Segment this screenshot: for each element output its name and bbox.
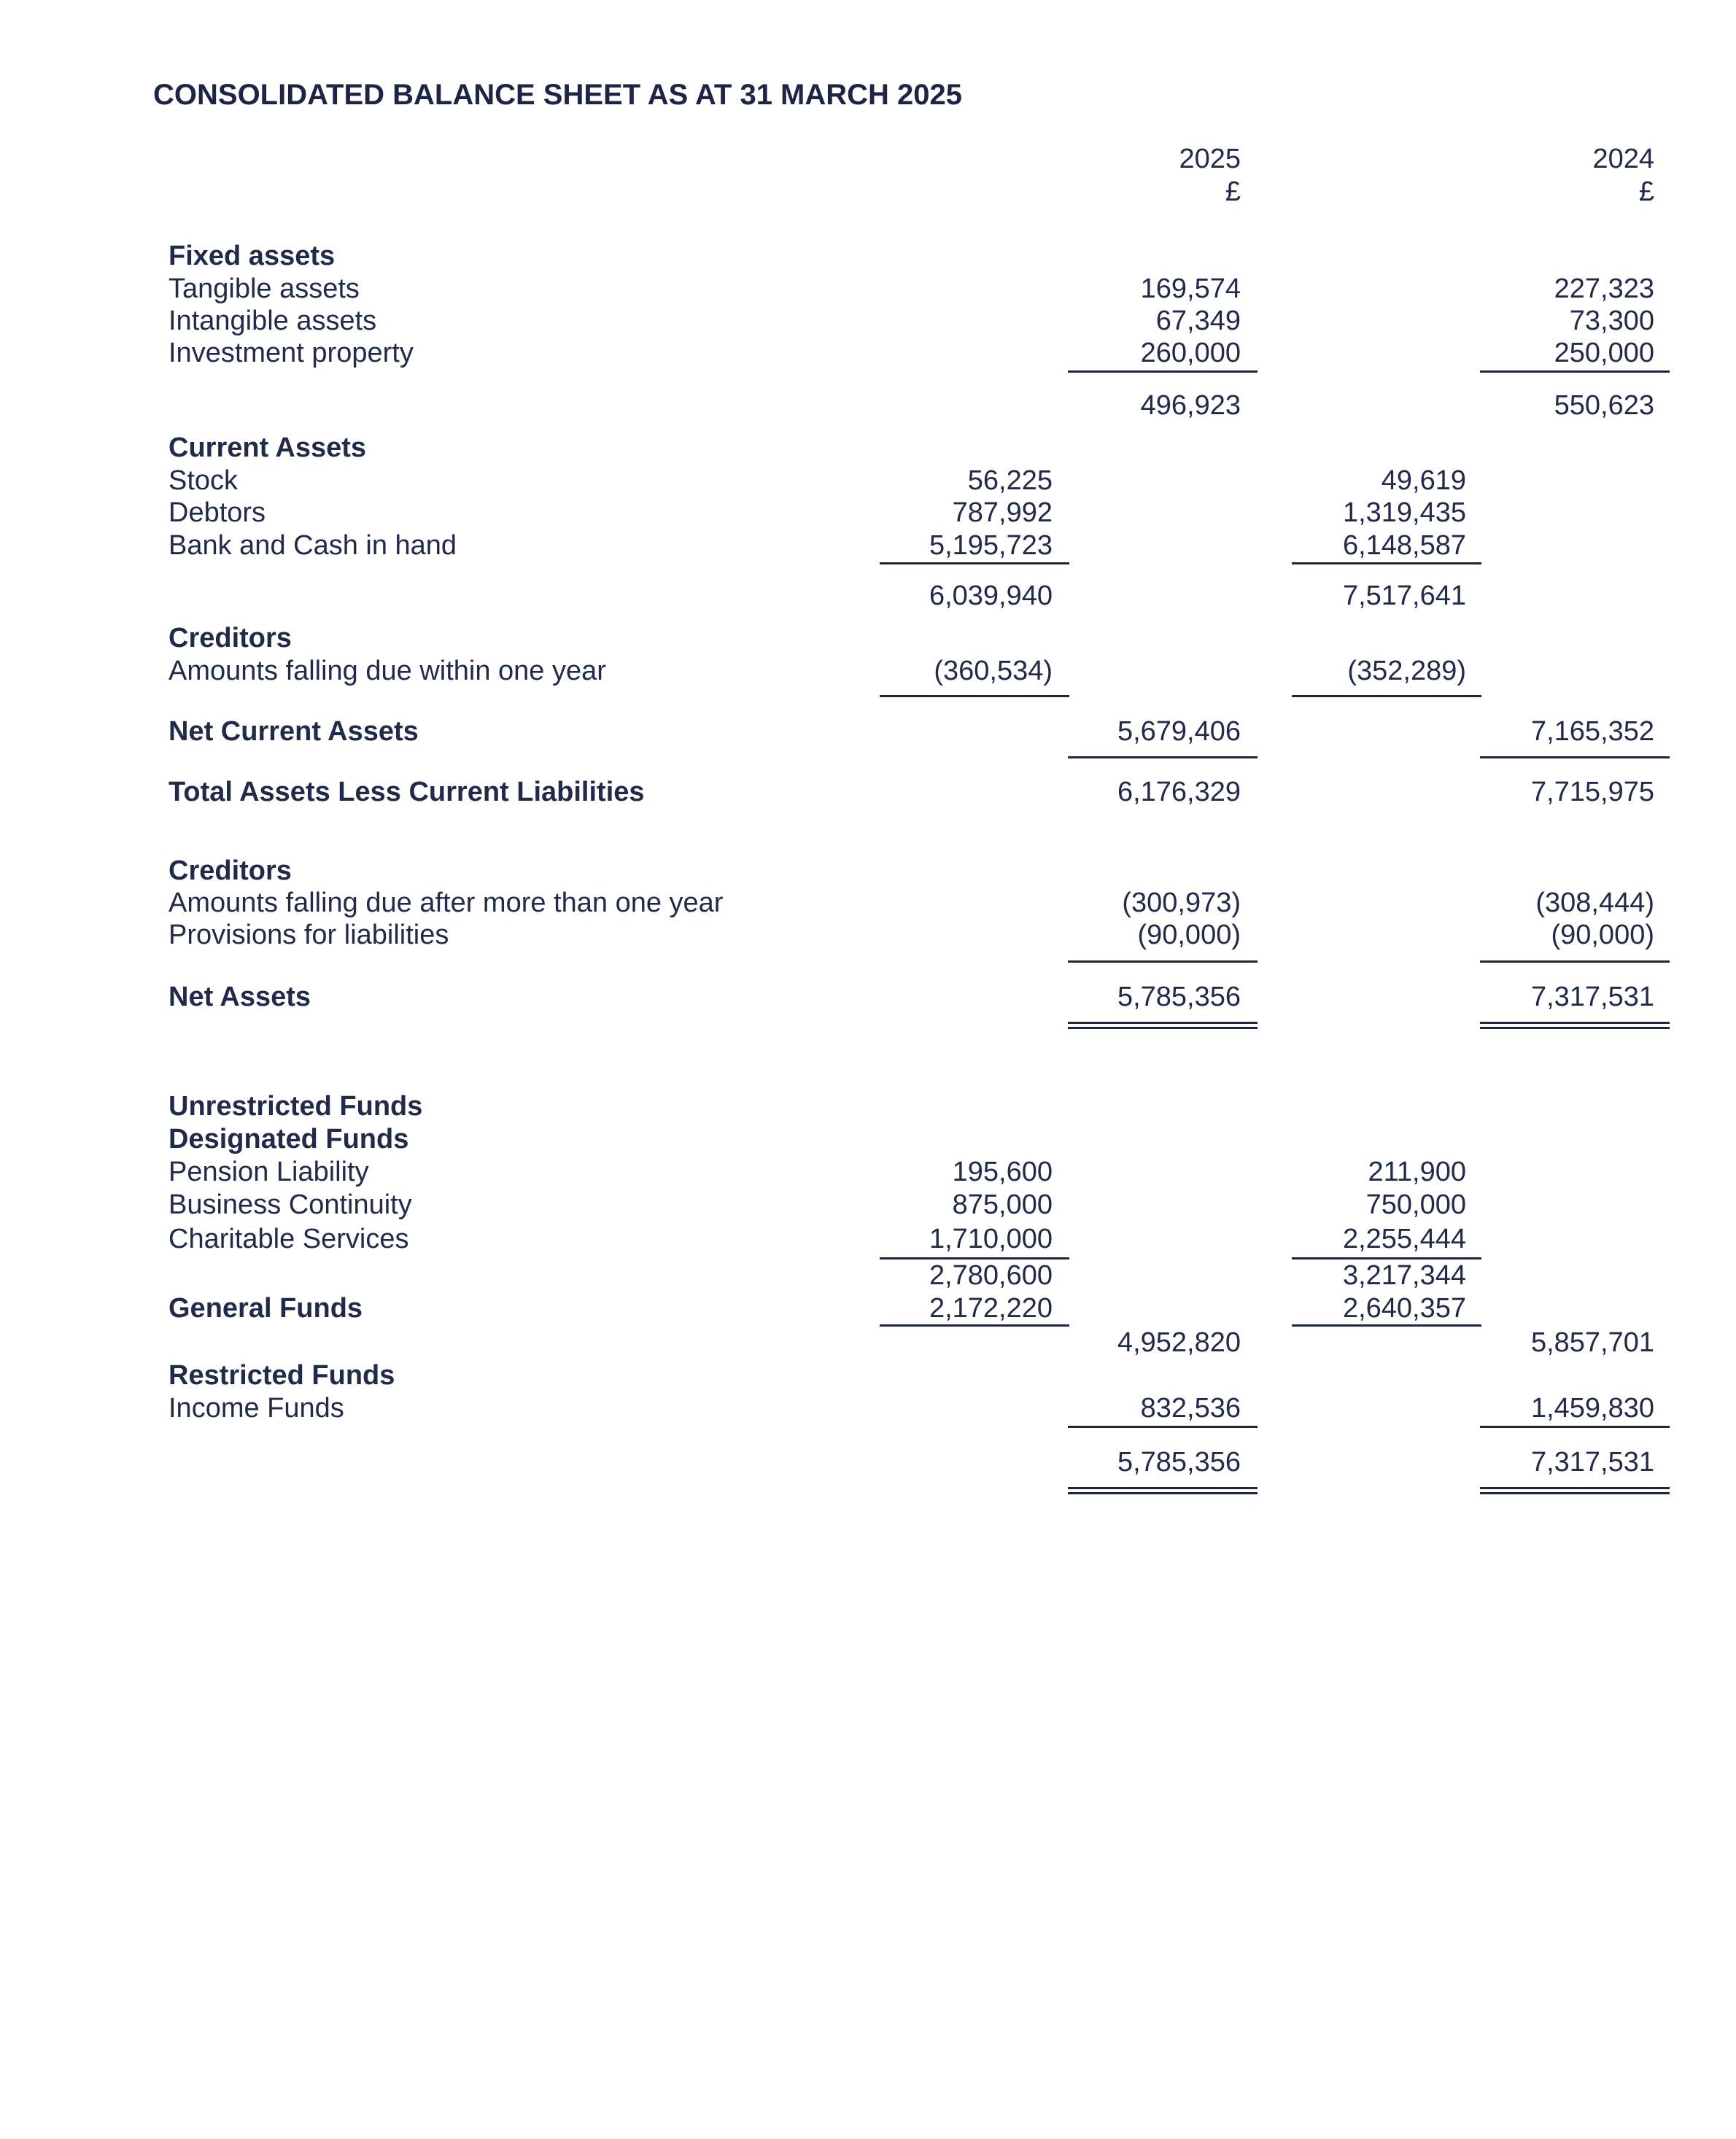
row-label-creditors-within-one-year: Amounts falling due within one year [168, 656, 606, 686]
total-current-assets-2025: 6,039,940 [929, 581, 1053, 611]
value-net-current-assets-2024: 7,165,352 [1530, 716, 1654, 747]
value-total-funds-2025: 5,785,356 [1117, 1447, 1241, 1478]
row-label-debtors: Debtors [168, 497, 266, 528]
subtotal-rule [1292, 1324, 1481, 1327]
value-business-continuity-2024: 750,000 [1365, 1189, 1466, 1220]
value-stock-2024: 49,619 [1381, 465, 1466, 496]
row-label-tangible-assets: Tangible assets [168, 273, 360, 304]
subtotal-rule [1068, 1426, 1258, 1428]
row-label-general-funds: General Funds [168, 1293, 363, 1324]
value-tangible-assets-2025: 169,574 [1140, 273, 1241, 304]
value-unrestricted-total-2025: 4,952,820 [1117, 1327, 1241, 1358]
value-business-continuity-2025: 875,000 [952, 1189, 1053, 1220]
section-heading-designated-funds: Designated Funds [168, 1124, 409, 1154]
total-current-assets-2024: 7,517,641 [1342, 581, 1466, 611]
value-total-assets-less-cl-2025: 6,176,329 [1117, 777, 1241, 807]
subtotal-rule [1480, 756, 1670, 758]
value-designated-total-2024: 3,217,344 [1342, 1260, 1466, 1291]
value-charitable-services-2024: 2,255,444 [1342, 1224, 1466, 1254]
value-bank-and-cash-2024: 6,148,587 [1342, 530, 1466, 561]
subtotal-rule [880, 1324, 1069, 1327]
subtotal-rule [1292, 695, 1481, 697]
row-label-bank-and-cash: Bank and Cash in hand [168, 530, 457, 561]
value-total-funds-2024: 7,317,531 [1530, 1447, 1654, 1478]
subtotal-rule [1480, 370, 1670, 373]
value-creditors-within-one-year-2025: (360,534) [934, 656, 1053, 686]
total-double-rule [1068, 1022, 1258, 1029]
value-net-assets-2025: 5,785,356 [1117, 982, 1241, 1012]
section-heading-current-assets: Current Assets [168, 432, 367, 463]
row-label-intangible-assets: Intangible assets [168, 306, 377, 336]
row-label-net-current-assets: Net Current Assets [168, 716, 419, 747]
value-investment-property-2025: 260,000 [1140, 338, 1241, 368]
value-debtors-2024: 1,319,435 [1342, 497, 1466, 528]
column-year-2025: 2025 [1179, 144, 1241, 174]
section-heading-unrestricted-funds: Unrestricted Funds [168, 1091, 423, 1122]
value-charitable-services-2025: 1,710,000 [929, 1224, 1053, 1254]
value-creditors-within-one-year-2024: (352,289) [1347, 656, 1466, 686]
row-label-net-assets: Net Assets [168, 982, 311, 1012]
total-fixed-assets-2024: 550,623 [1554, 390, 1654, 421]
total-fixed-assets-2025: 496,923 [1140, 390, 1241, 421]
column-currency-2024: £ [1638, 176, 1654, 207]
section-heading-fixed-assets: Fixed assets [168, 241, 336, 271]
total-double-rule [1068, 1487, 1258, 1494]
value-creditors-after-one-year-2025: (300,973) [1122, 888, 1241, 918]
total-double-rule [1480, 1487, 1670, 1494]
subtotal-rule [1480, 1426, 1670, 1428]
value-net-assets-2024: 7,317,531 [1530, 982, 1654, 1012]
row-label-business-continuity: Business Continuity [168, 1189, 412, 1220]
subtotal-rule [880, 562, 1069, 564]
value-total-assets-less-cl-2024: 7,715,975 [1530, 777, 1654, 807]
section-heading-creditors-short: Creditors [168, 623, 292, 653]
section-heading-restricted-funds: Restricted Funds [168, 1360, 395, 1391]
value-pension-liability-2025: 195,600 [952, 1157, 1053, 1187]
subtotal-rule [1068, 756, 1258, 758]
value-pension-liability-2024: 211,900 [1368, 1157, 1466, 1187]
row-label-income-funds: Income Funds [168, 1393, 344, 1424]
row-label-provisions: Provisions for liabilities [168, 920, 449, 950]
value-designated-total-2025: 2,780,600 [929, 1260, 1053, 1291]
value-general-funds-2024: 2,640,357 [1342, 1293, 1466, 1324]
row-label-stock: Stock [168, 465, 239, 496]
page-title: CONSOLIDATED BALANCE SHEET AS AT 31 MARCH 2025 [153, 79, 963, 111]
value-net-current-assets-2025: 5,679,406 [1117, 716, 1241, 747]
column-year-2024: 2024 [1592, 144, 1654, 174]
value-tangible-assets-2024: 227,323 [1554, 273, 1654, 304]
row-label-investment-property: Investment property [168, 338, 414, 368]
total-double-rule [1480, 1022, 1670, 1029]
value-stock-2025: 56,225 [967, 465, 1053, 496]
subtotal-rule [1292, 562, 1481, 564]
subtotal-rule [1068, 960, 1258, 963]
value-income-funds-2025: 832,536 [1140, 1393, 1241, 1424]
row-label-total-assets-less-cl: Total Assets Less Current Liabilities [168, 777, 645, 807]
subtotal-rule [1068, 370, 1258, 373]
value-provisions-2025: (90,000) [1137, 920, 1241, 950]
value-income-funds-2024: 1,459,830 [1530, 1393, 1654, 1424]
value-creditors-after-one-year-2024: (308,444) [1535, 888, 1654, 918]
value-unrestricted-total-2024: 5,857,701 [1530, 1327, 1654, 1358]
section-heading-creditors-long: Creditors [168, 855, 292, 886]
value-intangible-assets-2025: 67,349 [1155, 306, 1241, 336]
value-provisions-2024: (90,000) [1551, 920, 1654, 950]
value-general-funds-2025: 2,172,220 [929, 1293, 1053, 1324]
value-bank-and-cash-2025: 5,195,723 [929, 530, 1053, 561]
subtotal-rule [1480, 960, 1670, 963]
row-label-charitable-services: Charitable Services [168, 1224, 409, 1254]
column-currency-2025: £ [1225, 176, 1241, 207]
value-debtors-2025: 787,992 [952, 497, 1053, 528]
subtotal-rule [880, 695, 1069, 697]
value-investment-property-2024: 250,000 [1554, 338, 1654, 368]
row-label-pension-liability: Pension Liability [168, 1157, 369, 1187]
row-label-creditors-after-one-year: Amounts falling due after more than one year [168, 888, 724, 918]
value-intangible-assets-2024: 73,300 [1569, 306, 1654, 336]
